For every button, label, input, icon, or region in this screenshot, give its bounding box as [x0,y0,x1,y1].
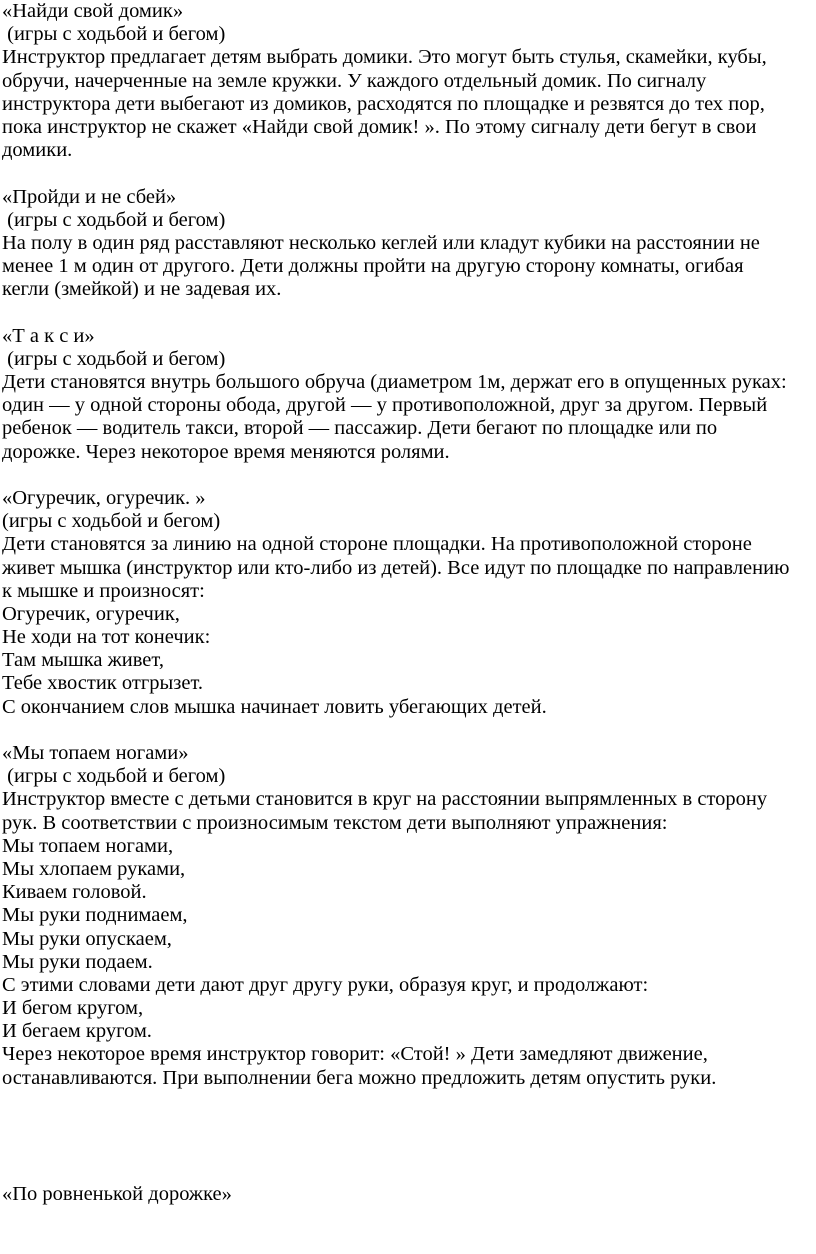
text-line: обручи, начерченные на земле кружки. У каждого отдельный домик. По сигналу [2,69,707,92]
paragraph-gap [2,301,814,324]
text-line: Дети становятся за линию на одной стороне площадки. На противоположной стороне [2,533,752,556]
text-line: ребенок — водитель такси, второй — пассажир. Дети бегают по площадке или по [2,417,718,440]
paragraph-gap [2,162,814,185]
game-section-cucumber [2,487,814,719]
paragraph-gap [2,1090,814,1183]
text-line: инструктора дети выбегают из домиков, расходятся по площадке и резвятся до тех пор, [2,92,765,115]
verse-line: Мы руки поднимаем, [2,904,188,927]
text-line: рук. В соответствии с произносимым текстом дети выполняют упражнения: [2,811,668,834]
text-line: дорожке. Через некоторое время меняются ролями. [2,440,450,463]
text-line: С этими словами дети дают друг другу руки, образуя круг, и продолжают: [2,973,649,996]
verse-line: Тебе хвостик отгрызет. [2,672,203,695]
section-subtitle: (игры с ходьбой и бегом) [2,510,221,533]
verse-line: Не ходи на тот конечик: [2,626,211,649]
section-title: «По ровненькой дорожке» [2,1182,232,1205]
text-line: менее 1 м один от другого. Дети должны пройти на другую сторону комнаты, огибая [2,255,744,278]
verse-line: И бегом кругом, [2,997,144,1020]
text-line: Инструктор предлагает детям выбрать домики. Это могут быть стулья, скамейки, кубы, [2,46,767,69]
verse-line: Огуречик, огуречик, [2,602,180,625]
verse-line: Там мышка живет, [2,649,164,672]
text-line: С окончанием слов мышка начинает ловить убегающих детей. [2,695,547,718]
text-line: кегли (змейкой) и не задевая их. [2,278,282,301]
game-section-taxi [2,325,814,464]
verse-line: Мы топаем ногами, [2,834,174,857]
game-section-find-your-house [2,0,814,162]
verse-line: Киваем головой. [2,881,147,904]
section-title: «Мы топаем ногами» [2,742,189,764]
section-subtitle: (игры с ходьбой и бегом) [2,347,226,370]
verse-line: И бегаем кругом. [2,1020,152,1043]
text-line: живет мышка (инструктор или кто-либо из детей). Все идут по площадке по направлению [2,556,790,579]
text-line: На полу в один ряд расставляют несколько кеглей или кладут кубики на расстоянии не [2,231,760,254]
text-line: к мышке и произносят: [2,579,205,602]
verse-line: Мы руки опускаем, [2,927,172,950]
verse-line: Мы руки подаем. [2,950,153,973]
text-line: Дети становятся внутрь большого обруча (диаметром 1м, держат его в опущенных руках: [2,371,787,393]
section-title: «Найди свой домик» [2,0,184,22]
text-line: домики. [2,139,73,162]
game-section-we-stomp [2,742,814,1090]
section-title: «Т а к с и» [2,324,95,347]
game-section-smooth-path [2,1183,814,1206]
text-line: Инструктор вместе с детьми становится в круг на расстоянии выпрямленных в сторону [2,788,768,811]
text-line: Через некоторое время инструктор говорит: «Стой! » Дети замедляют движение, [2,1043,708,1066]
paragraph-gap [2,464,814,487]
text-line: один — у одной стороны обода, другой — у противоположной, друг за другом. Первый [2,394,768,417]
text-line: останавливаются. При выполнении бега можно предложить детям опустить руки. [2,1066,717,1089]
section-subtitle: (игры с ходьбой и бегом) [2,23,226,46]
section-subtitle: (игры с ходьбой и бегом) [2,208,226,231]
paragraph-gap [2,719,814,742]
text-line: пока инструктор не скажет «Найди свой домик! ». По этому сигналу дети бегут в свои [2,115,757,138]
section-title: «Пройди и не сбей» [2,185,177,208]
section-title: «Огуречик, огуречик. » [2,486,206,509]
game-section-pass-without-knocking [2,186,814,302]
verse-line: Мы хлопаем руками, [2,857,186,880]
section-subtitle: (игры с ходьбой и бегом) [2,765,226,788]
